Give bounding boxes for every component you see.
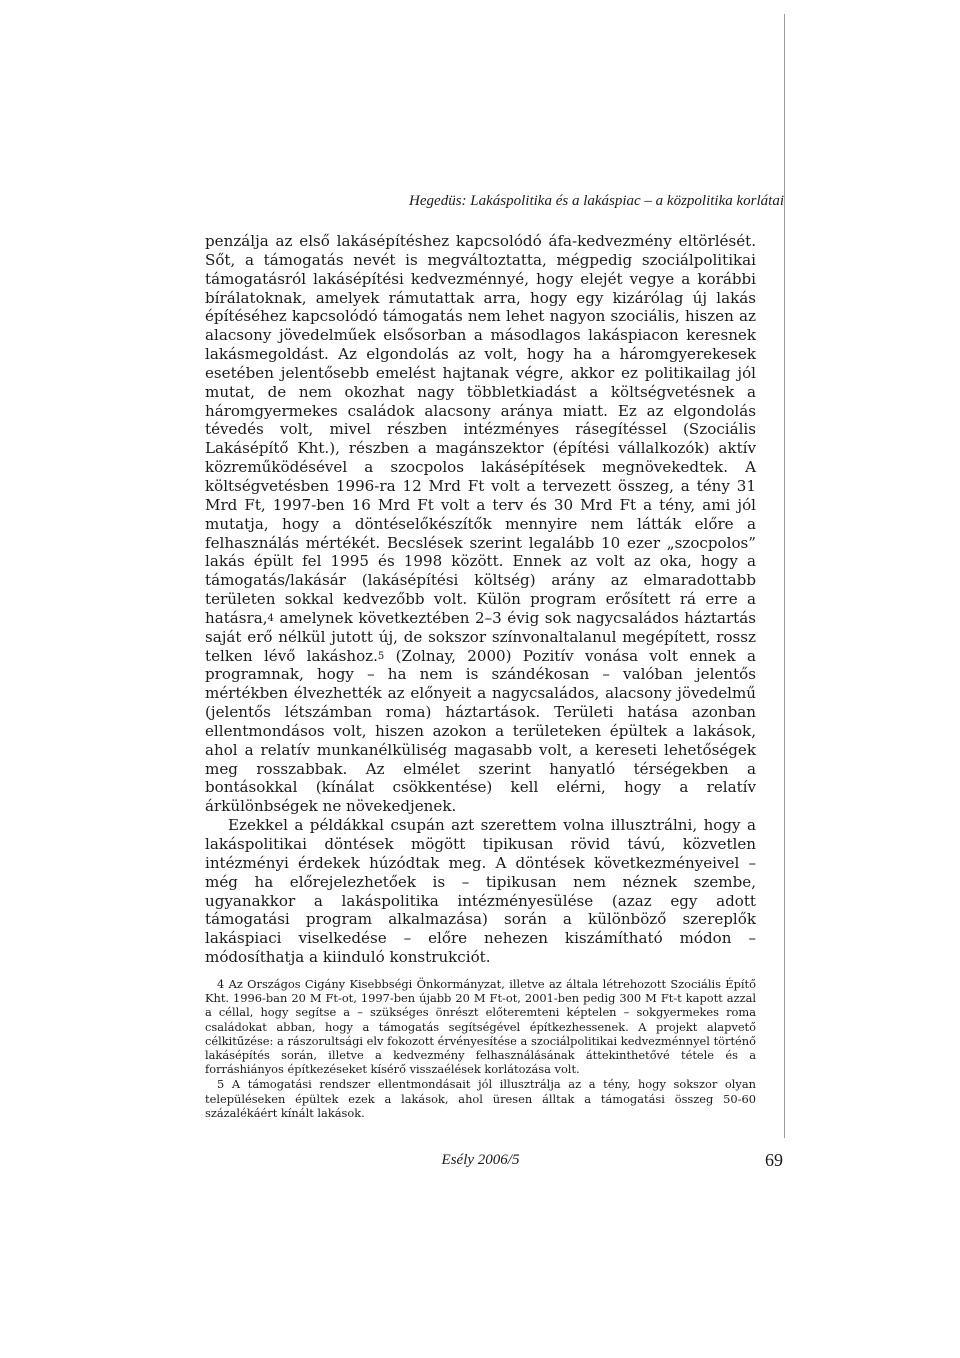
page-footer — [205, 1150, 783, 1172]
paragraph-text: (Zolnay, 2000) Pozitív vonása volt ennek a programnak, hogy – ha nem is szándékosan – valóban jelentős mértékben élvezhették az előnyeit a nagycsaládos, alacsony jövedelmű (jelentős létszámban roma) háztartások. Területi hatása azonban ellentmondásos volt, hiszen azokon a területeken épültek a lakások, ahol a relatív munkanélküliség magasabb volt, a kereseti lehetőségek meg rosszabbak. Az elmélet szerint hanyatló térségekben a bontásokkal (kínálat csökkentése) kell elérni, hogy a relatív árkülönbségek ne növekedjenek. — [205, 646, 756, 816]
margin-rule — [784, 14, 785, 1138]
journal-name: Esély 2006/5 — [441, 1152, 520, 1168]
footnotes — [205, 977, 756, 1120]
page-number: 69 — [765, 1150, 783, 1170]
paragraph — [205, 232, 756, 816]
footnote — [205, 977, 756, 1076]
paragraph-text: amelynek következtében 2–3 évig sok nagycsaládos háztartás saját erő nélkül jutott új, de sokszor színvonaltalanul megépített, rossz telken lévő lakáshoz. — [205, 608, 756, 665]
footnote-number: 4 — [217, 977, 225, 991]
paragraph-text: penzálja az első lakásépítéshez kapcsolódó áfa-kedvezmény eltörlését. Sőt, a támogatás nevét is megváltoztatta, mégpedig szociálpolitikai támogatásról lakásépítési kedvezménnyé, hogy elejét vegye a korábbi bírálatoknak, amelyek rámutattak arra, hogy egy kizárólag új lakás építéséhez kapcsolódó támogatás nem lehet nagyon szociális, hiszen az alacsony jövedelműek elsősorban a másodlagos lakáspiacon keresnek lakásmegoldást. Az elgondolás az volt, hogy ha a háromgyerekesek esetében jelentősebb emelést hajtanak végre, akkor ez politikailag jól mutat, de nem okozhat nagy többletkiadást a költségvetésnek a háromgyermekes családok alacsony aránya miatt. Ez az elgondolás tévedés volt, mivel részben intézményes rásegítéssel (Szociális Lakásépítő Kht.), részben a magánszektor (építési vállalkozók) aktív közreműködésével a szocpolos lakásépítések megnövekedtek. A költségvetésben 1996-ra 12 Mrd Ft volt a tervezett összeg, a tény 31 Mrd Ft, 1997-ben 16 Mrd Ft volt a terv és 30 Mrd Ft a tény, ami jól mutatja, hogy a döntéselőkészítők mennyire nem látták előre a felhasználás mértékét. Becslések szerint legalább 10 ezer „szocpolos” lakás épült fel 1995 és 1998 között. Ennek az volt az oka, hogy a támogatás/lakásár (lakásépítési költség) arány az elmaradottabb területen sokkal kedvezőbb volt. Külön program erősített rá erre a hatásra, — [205, 232, 756, 627]
footnote-text: A támogatási rendszer ellentmondásait jól illusztrálja az a tény, hogy sokszor olyan településeken épültek ezek a lakások, ahol üresen álltak a támogatási összeg 50-60 százalékáért kínált lakások. — [205, 1077, 756, 1120]
body-text — [205, 232, 756, 967]
footnote-ref-4[interactable]: 4 — [267, 612, 274, 624]
running-head: Hegedüs: Lakáspolitika és a lakáspiac – a közpolitika korlátai — [409, 193, 784, 209]
footnote-ref-5[interactable]: 5 — [377, 650, 385, 662]
footnote — [205, 1077, 756, 1120]
paragraph: Ezekkel a példákkal csupán azt szerettem volna illusztrálni, hogy a lakáspolitikai döntések mögött tipikusan rövid távú, közvetlen intézményi érdekek húzódtak meg. A döntések következményeivel – még ha előrejelezhetőek is – tipikusan nem néznek szembe, ugyanakkor a lakáspolitika intézményesülése (azaz egy adott támogatási program alkalmazása) során a különböző szereplők lakáspiaci viselkedése – előre nehezen kiszámítható módon – módosíthatja a kiinduló konstrukciót. — [205, 816, 756, 967]
footnote-number: 5 — [217, 1077, 225, 1092]
footnote-text: Az Országos Cigány Kisebbségi Önkormányzat, illetve az általa létrehozott Szociális Építő Kht. 1996-ban 20 M Ft-ot, 1997-ben újabb 20 M Ft-ot, 2001-ben pedig 300 M Ft-t kapott azzal a céllal, hogy segítse a – szükséges önrészt előteremteni képtelen – sokgyermekes roma családokat abban, hogy a támogatás segítségével építkezhessenek. A projekt alapvető célkitűzése: a rászorultsági elv fokozott érvényesítése a szociálpolitikai kedvezménnyel történő lakásépítés során, illetve a kedvezmény felhasználásának áttekinthetővé tétele és a forráshiányos építkezéseket kísérő visszaélések korlátozása volt. — [205, 977, 756, 1077]
